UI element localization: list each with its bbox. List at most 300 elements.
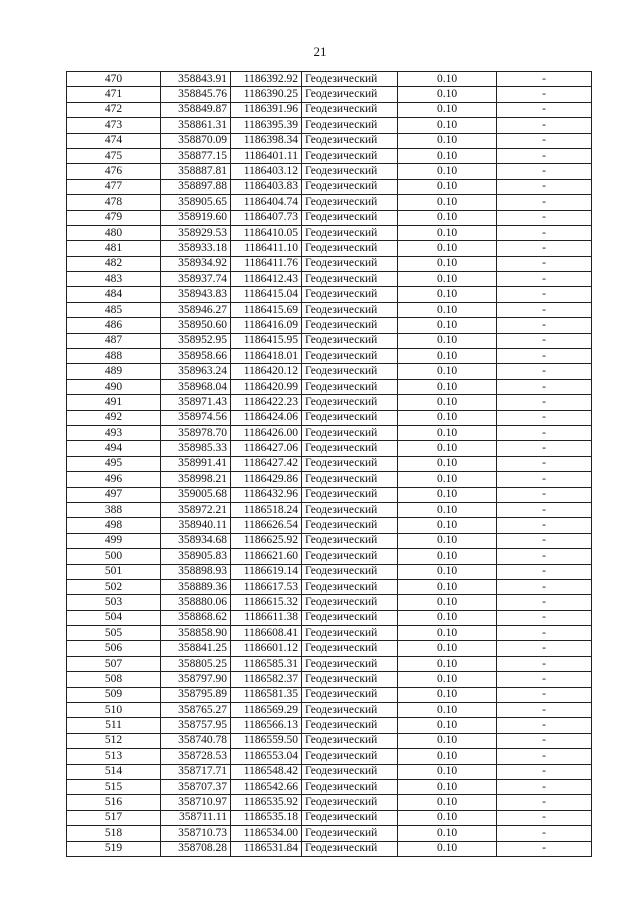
table-row: [67, 195, 592, 210]
accuracy-cell: 0.10: [398, 441, 497, 456]
table-row: [67, 364, 592, 379]
x-coordinate-cell: 358843.91: [161, 72, 231, 87]
table-row: [67, 256, 592, 271]
accuracy-cell: 0.10: [398, 210, 497, 225]
table-row: [67, 687, 592, 702]
y-coordinate-cell: 1186415.95: [231, 333, 302, 348]
accuracy-cell: 0.10: [398, 826, 497, 841]
table-row: [67, 749, 592, 764]
table-row: [67, 241, 592, 256]
x-coordinate-cell: 358868.62: [161, 610, 231, 625]
x-coordinate-cell: 358897.88: [161, 179, 231, 194]
note-cell: -: [497, 579, 592, 594]
note-cell: -: [497, 518, 592, 533]
point-number-cell: 506: [67, 641, 161, 656]
table-row: [67, 779, 592, 794]
table-row: [67, 764, 592, 779]
y-coordinate-cell: 1186429.86: [231, 472, 302, 487]
x-coordinate-cell: 358861.31: [161, 118, 231, 133]
method-cell: Геодезический: [302, 379, 398, 394]
method-cell: Геодезический: [302, 72, 398, 87]
note-cell: -: [497, 425, 592, 440]
note-cell: -: [497, 826, 592, 841]
note-cell: -: [497, 841, 592, 856]
method-cell: Геодезический: [302, 302, 398, 317]
method-cell: Геодезический: [302, 195, 398, 210]
x-coordinate-cell: 358710.97: [161, 795, 231, 810]
x-coordinate-cell: 358978.70: [161, 425, 231, 440]
accuracy-cell: 0.10: [398, 610, 497, 625]
method-cell: Геодезический: [302, 272, 398, 287]
note-cell: -: [497, 795, 592, 810]
method-cell: Геодезический: [302, 241, 398, 256]
accuracy-cell: 0.10: [398, 841, 497, 856]
x-coordinate-cell: 358708.28: [161, 841, 231, 856]
note-cell: -: [497, 749, 592, 764]
method-cell: Геодезический: [302, 656, 398, 671]
accuracy-cell: 0.10: [398, 241, 497, 256]
y-coordinate-cell: 1186617.53: [231, 579, 302, 594]
note-cell: -: [497, 395, 592, 410]
x-coordinate-cell: 358958.66: [161, 349, 231, 364]
point-number-cell: 507: [67, 656, 161, 671]
note-cell: -: [497, 164, 592, 179]
y-coordinate-cell: 1186426.00: [231, 425, 302, 440]
note-cell: -: [497, 502, 592, 517]
x-coordinate-cell: 358898.93: [161, 564, 231, 579]
point-number-cell: 511: [67, 718, 161, 733]
point-number-cell: 488: [67, 349, 161, 364]
note-cell: -: [497, 72, 592, 87]
y-coordinate-cell: 1186585.31: [231, 656, 302, 671]
table-row: [67, 287, 592, 302]
note-cell: -: [497, 733, 592, 748]
y-coordinate-cell: 1186427.06: [231, 441, 302, 456]
x-coordinate-cell: 358943.83: [161, 287, 231, 302]
note-cell: -: [497, 210, 592, 225]
table-row: [67, 841, 592, 856]
y-coordinate-cell: 1186559.50: [231, 733, 302, 748]
method-cell: Геодезический: [302, 349, 398, 364]
accuracy-cell: 0.10: [398, 564, 497, 579]
y-coordinate-cell: 1186415.04: [231, 287, 302, 302]
method-cell: Геодезический: [302, 703, 398, 718]
y-coordinate-cell: 1186535.92: [231, 795, 302, 810]
point-number-cell: 470: [67, 72, 161, 87]
point-number-cell: 480: [67, 225, 161, 240]
method-cell: Геодезический: [302, 364, 398, 379]
accuracy-cell: 0.10: [398, 687, 497, 702]
accuracy-cell: 0.10: [398, 102, 497, 117]
table-row: [67, 718, 592, 733]
note-cell: -: [497, 364, 592, 379]
point-number-cell: 509: [67, 687, 161, 702]
note-cell: -: [497, 148, 592, 163]
note-cell: -: [497, 779, 592, 794]
method-cell: Геодезический: [302, 456, 398, 471]
table-row: [67, 733, 592, 748]
point-number-cell: 479: [67, 210, 161, 225]
y-coordinate-cell: 1186422.23: [231, 395, 302, 410]
accuracy-cell: 0.10: [398, 641, 497, 656]
x-coordinate-cell: 358805.25: [161, 656, 231, 671]
point-number-cell: 473: [67, 118, 161, 133]
accuracy-cell: 0.10: [398, 318, 497, 333]
accuracy-cell: 0.10: [398, 148, 497, 163]
point-number-cell: 491: [67, 395, 161, 410]
x-coordinate-cell: 358946.27: [161, 302, 231, 317]
note-cell: -: [497, 302, 592, 317]
point-number-cell: 486: [67, 318, 161, 333]
x-coordinate-cell: 358858.90: [161, 626, 231, 641]
point-number-cell: 493: [67, 425, 161, 440]
note-cell: -: [497, 687, 592, 702]
table-row: [67, 148, 592, 163]
note-cell: -: [497, 225, 592, 240]
table-row: [67, 72, 592, 87]
y-coordinate-cell: 1186611.38: [231, 610, 302, 625]
accuracy-cell: 0.10: [398, 733, 497, 748]
point-number-cell: 481: [67, 241, 161, 256]
method-cell: Геодезический: [302, 641, 398, 656]
y-coordinate-cell: 1186432.96: [231, 487, 302, 502]
method-cell: Геодезический: [302, 410, 398, 425]
y-coordinate-cell: 1186407.73: [231, 210, 302, 225]
x-coordinate-cell: 358765.27: [161, 703, 231, 718]
y-coordinate-cell: 1186410.05: [231, 225, 302, 240]
coordinates-table: [66, 71, 592, 857]
table-row: [67, 164, 592, 179]
accuracy-cell: 0.10: [398, 225, 497, 240]
accuracy-cell: 0.10: [398, 87, 497, 102]
method-cell: Геодезический: [302, 395, 398, 410]
accuracy-cell: 0.10: [398, 595, 497, 610]
accuracy-cell: 0.10: [398, 810, 497, 825]
method-cell: Геодезический: [302, 287, 398, 302]
y-coordinate-cell: 1186625.92: [231, 533, 302, 548]
method-cell: Геодезический: [302, 118, 398, 133]
x-coordinate-cell: 358870.09: [161, 133, 231, 148]
point-number-cell: 498: [67, 518, 161, 533]
method-cell: Геодезический: [302, 826, 398, 841]
method-cell: Геодезический: [302, 148, 398, 163]
x-coordinate-cell: 358740.78: [161, 733, 231, 748]
point-number-cell: 500: [67, 549, 161, 564]
table-row: [67, 533, 592, 548]
page-number: 21: [313, 44, 327, 59]
x-coordinate-cell: 358841.25: [161, 641, 231, 656]
accuracy-cell: 0.10: [398, 118, 497, 133]
accuracy-cell: 0.10: [398, 549, 497, 564]
method-cell: Геодезический: [302, 164, 398, 179]
accuracy-cell: 0.10: [398, 395, 497, 410]
point-number-cell: 489: [67, 364, 161, 379]
x-coordinate-cell: 358952.95: [161, 333, 231, 348]
method-cell: Геодезический: [302, 225, 398, 240]
note-cell: -: [497, 610, 592, 625]
accuracy-cell: 0.10: [398, 379, 497, 394]
note-cell: -: [497, 118, 592, 133]
method-cell: Геодезический: [302, 749, 398, 764]
x-coordinate-cell: 358933.18: [161, 241, 231, 256]
point-number-cell: 477: [67, 179, 161, 194]
method-cell: Геодезический: [302, 610, 398, 625]
note-cell: -: [497, 256, 592, 271]
y-coordinate-cell: 1186395.39: [231, 118, 302, 133]
x-coordinate-cell: 358877.15: [161, 148, 231, 163]
point-number-cell: 496: [67, 472, 161, 487]
method-cell: Геодезический: [302, 626, 398, 641]
y-coordinate-cell: 1186392.92: [231, 72, 302, 87]
x-coordinate-cell: 358998.21: [161, 472, 231, 487]
point-number-cell: 483: [67, 272, 161, 287]
table-row: [67, 179, 592, 194]
accuracy-cell: 0.10: [398, 749, 497, 764]
accuracy-cell: 0.10: [398, 179, 497, 194]
note-cell: -: [497, 656, 592, 671]
point-number-cell: 512: [67, 733, 161, 748]
point-number-cell: 513: [67, 749, 161, 764]
y-coordinate-cell: 1186553.04: [231, 749, 302, 764]
method-cell: Геодезический: [302, 318, 398, 333]
method-cell: Геодезический: [302, 733, 398, 748]
y-coordinate-cell: 1186427.42: [231, 456, 302, 471]
accuracy-cell: 0.10: [398, 333, 497, 348]
x-coordinate-cell: 358919.60: [161, 210, 231, 225]
table-row: [67, 333, 592, 348]
y-coordinate-cell: 1186420.12: [231, 364, 302, 379]
accuracy-cell: 0.10: [398, 133, 497, 148]
x-coordinate-cell: 358849.87: [161, 102, 231, 117]
table-row: [67, 410, 592, 425]
y-coordinate-cell: 1186411.76: [231, 256, 302, 271]
table-row: [67, 795, 592, 810]
note-cell: -: [497, 626, 592, 641]
note-cell: -: [497, 133, 592, 148]
point-number-cell: 478: [67, 195, 161, 210]
table-row: [67, 564, 592, 579]
note-cell: -: [497, 487, 592, 502]
table-row: [67, 102, 592, 117]
method-cell: Геодезический: [302, 718, 398, 733]
point-number-cell: 492: [67, 410, 161, 425]
coordinates-table-body: [67, 72, 592, 857]
accuracy-cell: 0.10: [398, 579, 497, 594]
table-row: [67, 703, 592, 718]
accuracy-cell: 0.10: [398, 425, 497, 440]
table-row: [67, 549, 592, 564]
note-cell: -: [497, 595, 592, 610]
method-cell: Геодезический: [302, 487, 398, 502]
note-cell: -: [497, 672, 592, 687]
note-cell: -: [497, 533, 592, 548]
table-row: [67, 656, 592, 671]
y-coordinate-cell: 1186424.06: [231, 410, 302, 425]
point-number-cell: 517: [67, 810, 161, 825]
table-row: [67, 318, 592, 333]
x-coordinate-cell: 358929.53: [161, 225, 231, 240]
point-number-cell: 484: [67, 287, 161, 302]
table-row: [67, 579, 592, 594]
method-cell: Геодезический: [302, 579, 398, 594]
y-coordinate-cell: 1186615.32: [231, 595, 302, 610]
table-row: [67, 379, 592, 394]
x-coordinate-cell: 358968.04: [161, 379, 231, 394]
y-coordinate-cell: 1186404.74: [231, 195, 302, 210]
point-number-cell: 518: [67, 826, 161, 841]
y-coordinate-cell: 1186391.96: [231, 102, 302, 117]
accuracy-cell: 0.10: [398, 472, 497, 487]
note-cell: -: [497, 318, 592, 333]
method-cell: Геодезический: [302, 518, 398, 533]
accuracy-cell: 0.10: [398, 287, 497, 302]
x-coordinate-cell: 358972.21: [161, 502, 231, 517]
table-row: [67, 487, 592, 502]
y-coordinate-cell: 1186531.84: [231, 841, 302, 856]
y-coordinate-cell: 1186619.14: [231, 564, 302, 579]
method-cell: Геодезический: [302, 256, 398, 271]
method-cell: Геодезический: [302, 672, 398, 687]
accuracy-cell: 0.10: [398, 672, 497, 687]
method-cell: Геодезический: [302, 810, 398, 825]
table-row: [67, 395, 592, 410]
note-cell: -: [497, 333, 592, 348]
note-cell: -: [497, 287, 592, 302]
accuracy-cell: 0.10: [398, 256, 497, 271]
y-coordinate-cell: 1186412.43: [231, 272, 302, 287]
x-coordinate-cell: 358963.24: [161, 364, 231, 379]
method-cell: Геодезический: [302, 595, 398, 610]
point-number-cell: 504: [67, 610, 161, 625]
table-row: [67, 441, 592, 456]
accuracy-cell: 0.10: [398, 779, 497, 794]
table-row: [67, 425, 592, 440]
method-cell: Геодезический: [302, 779, 398, 794]
note-cell: -: [497, 87, 592, 102]
point-number-cell: 515: [67, 779, 161, 794]
method-cell: Геодезический: [302, 133, 398, 148]
point-number-cell: 508: [67, 672, 161, 687]
table-row: [67, 87, 592, 102]
accuracy-cell: 0.10: [398, 349, 497, 364]
method-cell: Геодезический: [302, 441, 398, 456]
point-number-cell: 476: [67, 164, 161, 179]
x-coordinate-cell: 358934.92: [161, 256, 231, 271]
accuracy-cell: 0.10: [398, 195, 497, 210]
x-coordinate-cell: 358717.71: [161, 764, 231, 779]
method-cell: Геодезический: [302, 472, 398, 487]
x-coordinate-cell: 358971.43: [161, 395, 231, 410]
point-number-cell: 505: [67, 626, 161, 641]
y-coordinate-cell: 1186542.66: [231, 779, 302, 794]
method-cell: Геодезический: [302, 533, 398, 548]
x-coordinate-cell: 358795.89: [161, 687, 231, 702]
accuracy-cell: 0.10: [398, 703, 497, 718]
x-coordinate-cell: 358728.53: [161, 749, 231, 764]
accuracy-cell: 0.10: [398, 502, 497, 517]
accuracy-cell: 0.10: [398, 302, 497, 317]
note-cell: -: [497, 195, 592, 210]
x-coordinate-cell: 358880.06: [161, 595, 231, 610]
table-row: [67, 502, 592, 517]
accuracy-cell: 0.10: [398, 410, 497, 425]
note-cell: -: [497, 472, 592, 487]
table-row: [67, 272, 592, 287]
accuracy-cell: 0.10: [398, 718, 497, 733]
x-coordinate-cell: 358797.90: [161, 672, 231, 687]
accuracy-cell: 0.10: [398, 164, 497, 179]
note-cell: -: [497, 272, 592, 287]
accuracy-cell: 0.10: [398, 364, 497, 379]
y-coordinate-cell: 1186535.18: [231, 810, 302, 825]
y-coordinate-cell: 1186403.83: [231, 179, 302, 194]
table-row: [67, 518, 592, 533]
y-coordinate-cell: 1186534.00: [231, 826, 302, 841]
y-coordinate-cell: 1186420.99: [231, 379, 302, 394]
y-coordinate-cell: 1186416.09: [231, 318, 302, 333]
method-cell: Геодезический: [302, 795, 398, 810]
accuracy-cell: 0.10: [398, 764, 497, 779]
table-row: [67, 810, 592, 825]
x-coordinate-cell: 358991.41: [161, 456, 231, 471]
y-coordinate-cell: 1186569.29: [231, 703, 302, 718]
point-number-cell: 472: [67, 102, 161, 117]
note-cell: -: [497, 241, 592, 256]
note-cell: -: [497, 410, 592, 425]
note-cell: -: [497, 549, 592, 564]
point-number-cell: 388: [67, 502, 161, 517]
y-coordinate-cell: 1186566.13: [231, 718, 302, 733]
table-row: [67, 118, 592, 133]
y-coordinate-cell: 1186518.24: [231, 502, 302, 517]
point-number-cell: 471: [67, 87, 161, 102]
point-number-cell: 497: [67, 487, 161, 502]
method-cell: Геодезический: [302, 841, 398, 856]
y-coordinate-cell: 1186403.12: [231, 164, 302, 179]
point-number-cell: 510: [67, 703, 161, 718]
point-number-cell: 475: [67, 148, 161, 163]
method-cell: Геодезический: [302, 687, 398, 702]
point-number-cell: 503: [67, 595, 161, 610]
point-number-cell: 499: [67, 533, 161, 548]
accuracy-cell: 0.10: [398, 272, 497, 287]
accuracy-cell: 0.10: [398, 533, 497, 548]
x-coordinate-cell: 358905.83: [161, 549, 231, 564]
accuracy-cell: 0.10: [398, 518, 497, 533]
x-coordinate-cell: 359005.68: [161, 487, 231, 502]
x-coordinate-cell: 358710.73: [161, 826, 231, 841]
point-number-cell: 494: [67, 441, 161, 456]
note-cell: -: [497, 641, 592, 656]
x-coordinate-cell: 358934.68: [161, 533, 231, 548]
y-coordinate-cell: 1186390.25: [231, 87, 302, 102]
y-coordinate-cell: 1186398.34: [231, 133, 302, 148]
point-number-cell: 502: [67, 579, 161, 594]
note-cell: -: [497, 810, 592, 825]
x-coordinate-cell: 358887.81: [161, 164, 231, 179]
y-coordinate-cell: 1186621.60: [231, 549, 302, 564]
note-cell: -: [497, 764, 592, 779]
x-coordinate-cell: 358757.95: [161, 718, 231, 733]
y-coordinate-cell: 1186601.12: [231, 641, 302, 656]
accuracy-cell: 0.10: [398, 456, 497, 471]
point-number-cell: 490: [67, 379, 161, 394]
note-cell: -: [497, 703, 592, 718]
table-row: [67, 302, 592, 317]
note-cell: -: [497, 564, 592, 579]
x-coordinate-cell: 358974.56: [161, 410, 231, 425]
x-coordinate-cell: 358985.33: [161, 441, 231, 456]
